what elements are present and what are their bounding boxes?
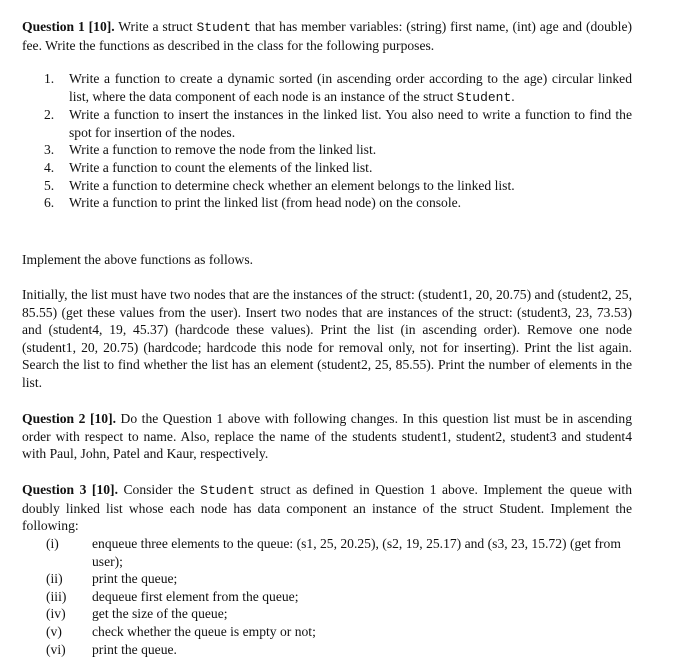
question-1-task-list (44, 70, 632, 212)
list-item: 3. Write a function to remove the node from the linked list. (44, 142, 377, 158)
list-item: (ii) print the queue; (46, 571, 178, 587)
list-item: (vi) print the queue. (46, 641, 177, 657)
question-1-heading: Question 1 [10]. (22, 19, 115, 34)
list-item: 5. Write a function to determine check whether an element belongs to the linked list. (44, 177, 515, 193)
implement-instruction: Implement the above functions as follows. (22, 252, 254, 267)
list-item: 4. Write a function to count the elements of the linked list. (44, 159, 373, 175)
list-item: (iv) get the size of the queue; (46, 606, 228, 622)
struct-name-code: Student (196, 20, 252, 35)
question-3-intro: Question 3 [10]. Consider the Student struct as defined in Question 1 above. Implement the queue with doubly linked list whose each node has data component an instance of the struct Student. Implement the following: (22, 482, 632, 534)
question-2-heading: Question 2 [10]. (22, 411, 117, 426)
question-3-heading: Question 3 [10]. (22, 482, 118, 497)
question-3-task-list (22, 535, 632, 658)
list-item: 1. Write a function to create a dynamic sorted (in ascending order according to the age) circular linked list, where the data component of each node is an instance of the struct Student. (44, 71, 632, 105)
list-item: (v) check whether the queue is empty or not; (46, 623, 316, 639)
initial-setup-paragraph: Initially, the list must have two nodes that are the instances of the struct: (student1, 20, 20.75) and (student2, 25, 85.55) (get these values from the user). Insert two nodes that are instances of the struct: (student3, 23, 73.53) and (student4, 19, 45.37) (hardcode these values). Print the list (in ascending order). Remove one node (student1, 20, 20.75) (hardcode; hardcode this node for removal only, not for inserting). Print the list again. Search the list to find whether the list has an element (student2, 25, 85.55). Print the number of elements in the list. (22, 287, 632, 390)
list-item: (iii) dequeue first element from the queue; (46, 588, 299, 604)
struct-name-code: Student (200, 483, 255, 498)
list-item: 6. Write a function to print the linked list (from head node) on the console. (44, 195, 462, 211)
question-1-intro: Question 1 [10]. Write a struct Student that has member variables: (string) first name, (int) age and (double) fee. Write the functions as described in the class for the following purposes. (22, 19, 633, 53)
list-item: (i) enqueue three elements to the queue: (s1, 25, 20.25), (s2, 19, 25.17) and (s3, 23, 15.72) (get from user); (46, 536, 621, 569)
cropped-top-text (40, 0, 600, 6)
question-2: Question 2 [10]. Do the Question 1 above with following changes. In this question list must be in ascending order with respect to name. Also, replace the name of the students student1, student2, student3 and student4 with Paul, John, Patel and Kaur, respectively. (22, 411, 632, 462)
list-item: 2. Write a function to insert the instances in the linked list. You also need to write a function to find the spot for insertion of the nodes. (44, 107, 632, 140)
